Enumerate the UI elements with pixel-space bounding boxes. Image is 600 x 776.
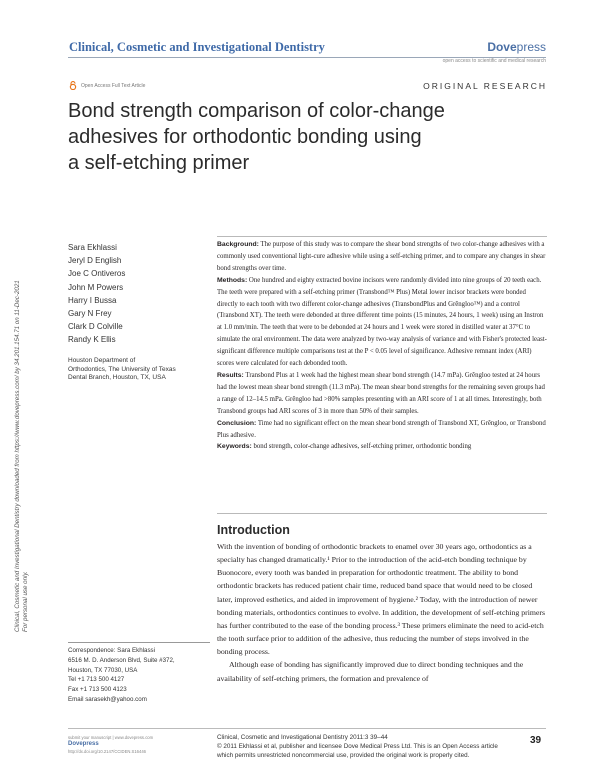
author: John M Powers — [68, 282, 124, 292]
copyright-line: which permits unrestricted noncommercial use, provided the original work is properly cited. — [217, 752, 470, 759]
keywords-text: bond strength, color-change adhesives, self-etching primer, orthodontic bonding — [251, 443, 472, 451]
author-list — [68, 241, 218, 347]
background-text: The purpose of this study was to compare the shear bond strengths of two color-change adhesives with a commonly used conventional light-cure adhesive while using a self-etching primer, and to compare any changes in shear bond strengths over time. — [217, 241, 546, 272]
citation-line: Clinical, Cosmetic and Investigational Dentistry 2011:3 39–44 — [217, 734, 388, 741]
open-access-badge — [69, 81, 145, 90]
download-watermark — [14, 122, 38, 632]
abstract-top-rule — [217, 236, 547, 237]
article-type: ORIGINAL RESEARCH — [423, 81, 547, 91]
author: Gary N Frey — [68, 309, 112, 319]
abstract-methods — [217, 275, 547, 370]
article-title — [68, 98, 508, 176]
affiliation-line: Dental Branch, Houston, TX, USA — [68, 374, 166, 382]
footer-citation — [217, 733, 507, 760]
correspondence-city: Houston, TX 77030, USA — [68, 666, 138, 674]
header-divider — [68, 57, 546, 58]
affiliation — [68, 357, 220, 383]
correspondence-email[interactable]: Email sarasekh@yahoo.com — [68, 695, 147, 703]
abstract-conclusion — [217, 418, 547, 442]
publisher-logo-main: Dove — [487, 40, 517, 54]
correspondence-address: 6516 M. D. Anderson Blvd, Suite #372, — [68, 656, 175, 664]
abstract-results — [217, 370, 547, 418]
submit-manuscript-link[interactable]: submit your manuscript | www.dovepress.com — [68, 735, 154, 740]
open-access-label: Open Access Full Text Article — [81, 82, 146, 89]
background-label: Background: — [217, 241, 259, 248]
introduction-heading: Introduction — [217, 523, 290, 537]
title-line: Bond strength comparison of color-change — [68, 100, 445, 122]
title-line: a self-etching primer — [68, 152, 250, 174]
conclusion-label: Conclusion: — [217, 419, 257, 427]
correspondence-rule — [68, 642, 210, 643]
author: Sara Ekhlassi — [68, 243, 117, 252]
intro-paragraph: Although ease of bonding has significantly improved due to direct bonding techniques and the availability of self-etching primers, the formation and prevalence of — [217, 660, 524, 683]
publisher-tagline: open access to scientific and medical research — [442, 58, 546, 64]
publisher-logo — [487, 40, 546, 54]
copyright-line: © 2011 Ekhlassi et al, publisher and licensee Dove Medical Press Ltd. This is an Open Access article — [217, 743, 498, 750]
affiliation-line: Orthodontics, The University of Texas — [68, 365, 176, 373]
publisher-logo-press: press — [516, 40, 546, 54]
abstract-keywords — [217, 441, 547, 453]
author: Harry I Bussa — [68, 295, 117, 305]
abstract — [217, 239, 547, 453]
correspondence-fax: Fax +1 713 500 4123 — [68, 686, 127, 694]
affiliation-line: Houston Department of — [68, 357, 136, 364]
download-note: Clinical, Cosmetic and Investigational Dentistry downloaded from https://www.dovepress.com/ by 34.201.154.71 on 11-Dec-2021 — [14, 280, 21, 632]
methods-text: One hundred and eighty extracted bovine incisors were randomly divided into nine groups of 20 teeth each. The teeth were prepared with a self-etching primer (Transbond™ Plus) Metal lower incisor brackets were bonded directly to each tooth with two different color-change adhesives (TransbondPlus and Grẽngloo™) and a control (Transbond XT). The teeth were debonded at three different time points (15 minutes, 24 hours, 1 week) using an Instron at 1.0 mm/min. The teeth that were to be debonded at 24 hours and 1 week were stored in distilled water at 37°C to simulate the oral environment. The data were analyzed by two-way analysis of variance and with Fisher's protected least-significant difference multiple comparisons test at the P < 0.05 level of significance. Adhesive remnant index (ARI) scores were calculated for each debonded tooth. — [217, 276, 547, 368]
author: Joe C Ontiveros — [68, 269, 126, 279]
open-access-lock-icon — [69, 81, 77, 90]
page-number: 39 — [530, 735, 542, 746]
footer-rule — [68, 728, 546, 729]
correspondence — [68, 646, 218, 705]
title-line: adhesives for orthodontic bonding using — [68, 126, 422, 148]
introduction-body — [217, 540, 547, 685]
abstract-bottom-rule — [217, 513, 547, 514]
author: Jeryl D English — [68, 256, 122, 266]
journal-name: Clinical, Cosmetic and Investigational Dentistry — [69, 40, 325, 54]
footer-submit — [68, 734, 208, 755]
author: Clark D Colville — [68, 322, 123, 332]
results-label: Results: — [217, 371, 244, 379]
methods-label: Methods: — [217, 276, 248, 284]
conclusion-text: Time had no significant effect on the mean shear bond strength of Transbond XT, Grẽngloo, or Transbond Plus adhesive. — [217, 419, 546, 439]
keywords-label: Keywords: — [217, 443, 252, 451]
correspondence-name: Correspondence: Sara Ekhlassi — [68, 647, 156, 654]
intro-paragraph: With the invention of bonding of orthodontic brackets to enamel over 30 years ago, orthodontics as a specialty has changed dramatically.¹ Prior to the introduction of the acid-etch bonding technique by Buonocore, every tooth was banded in preparation for orthodontic treatment. The ability to bond orthodontic brackets has reduced patient chair time, reduced band space that would need to be closed later, improved esthetics, and aided in improvement of hygiene.² Today, with the introduction of newer bonding materials, orthodontics continues to evolve. In addition, the development of self-etching primers has further contributed to the ease of the bonding process.³ These primers eliminate the need to acid-etch the tooth surface prior to addition of the adhesive, thus reducing the number of steps involved in the bonding process. — [217, 542, 546, 657]
author: Randy K Ellis — [68, 335, 116, 345]
footer-publisher-logo: Dovepress — [68, 741, 99, 747]
abstract-background — [217, 239, 547, 275]
doi-link[interactable]: http://dx.doi.org/10.2147/CCIDEN.S16446 — [68, 749, 146, 754]
results-text: Transbond Plus at 1 week had the highest mean shear bond strength (14.7 mPa). Grẽngloo tested at 24 hours had the lowest mean shear bond strength (11.3 mPa). The mean shear bond strengths for the remaining seven groups had a range of 12–14.5 mPa. Grẽngloo had >80% samples presenting with an ARI score of 1 at all times. Interestingly, both Transbond groups had ARI scores of 3 in more than 50% of their samples. — [217, 371, 545, 415]
personal-use-note: For personal use only. — [22, 571, 29, 632]
correspondence-tel: Tel +1 713 500 4127 — [68, 676, 125, 684]
